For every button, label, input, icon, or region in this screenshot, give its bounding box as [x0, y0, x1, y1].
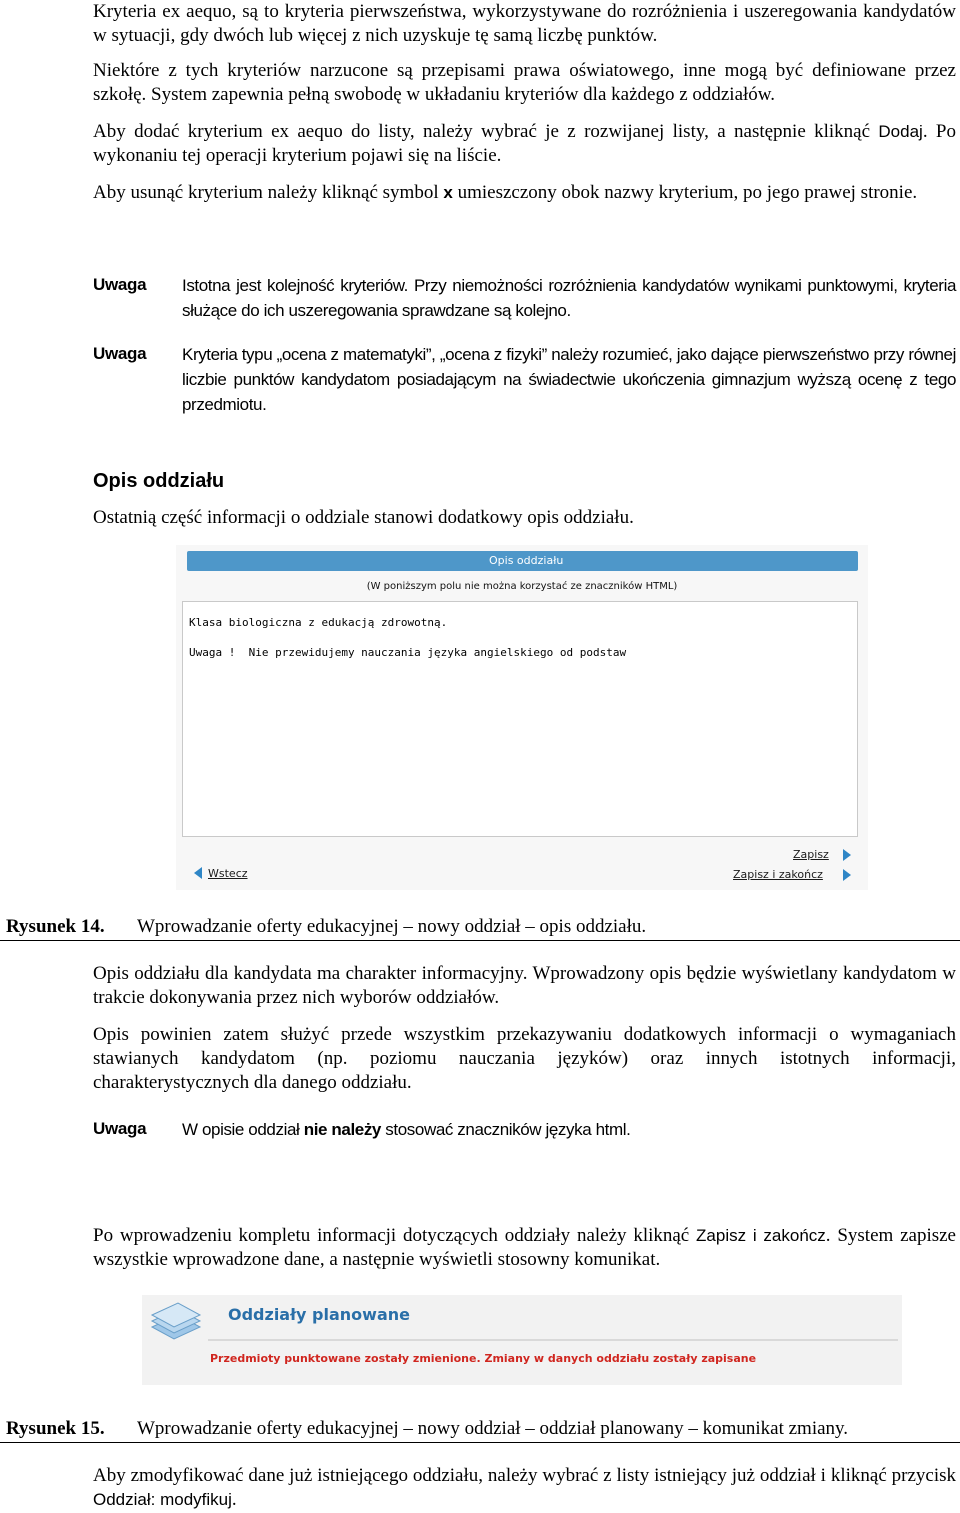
save-and-close-link[interactable]: Zapisz i zakończ: [733, 868, 823, 881]
success-message: Przedmioty punktowane zostały zmienione. Zmiany w danych oddziału zostały zapisane: [210, 1352, 757, 1365]
panel-title-bar: [187, 551, 858, 571]
paragraph-modify-existing: [93, 1464, 956, 1512]
paragraph-description-info: Opis oddziału dla kandydata ma charakter informacyjny. Wprowadzony opis będzie wyświetlany kandydatom w trakcie dokonywania przez nich wyborów oddziałów.: [93, 963, 956, 1008]
figure14-caption-text: Wprowadzanie oferty edukacyjnej – nowy oddział – opis oddziału.: [137, 916, 647, 937]
note-label-2: Uwaga: [93, 344, 147, 363]
modify-text: Aby zmodyfikować dane już istniejącego oddziału, należy wybrać z listy istniejący już oddział i kliknąć przycisk: [93, 1465, 956, 1486]
save-close-button-ref: Zapisz i zakończ: [696, 1226, 826, 1245]
textarea-line-1: Klasa biologiczna z edukacją zdrowotną.: [189, 616, 448, 629]
textarea-line-2: Uwaga ! Nie przewidujemy nauczania języka angielskiego od podstaw: [189, 646, 627, 659]
save-arrow-icon[interactable]: [843, 849, 851, 861]
save-and-close-arrow-icon[interactable]: [843, 869, 851, 881]
figure15-caption-text: Wprowadzanie oferty edukacyjnej – nowy oddział – oddział planowany – komunikat zmiany.: [137, 1418, 849, 1439]
add-criterion-text: Aby dodać kryterium ex aequo do listy, należy wybrać je z rozwijanej listy, a następnie kliknąć: [93, 121, 879, 142]
paragraph-criteria-source: Niektóre z tych kryteriów narzucone są przepisami prawa oświatowego, inne mogą być definiowane przez szkołę. System zapewnia pełną swobodę w układaniu kryteriów dla każdego z oddziałów.: [93, 60, 956, 105]
dodaj-button-ref: Dodaj: [878, 122, 923, 141]
note-label-1: Uwaga: [93, 275, 147, 294]
html-hint: (W poniższym polu nie można korzystać ze znaczników HTML): [366, 581, 678, 592]
caption-divider: [0, 940, 960, 941]
add-criterion-text-end: . Po wykonaniu tej operacji kryterium pojawi się na liście.: [93, 121, 956, 166]
remove-symbol: x: [443, 183, 453, 202]
save-close-text: Po wprowadzeniu kompletu informacji dotyczących oddziały należy kliknąć: [93, 1225, 697, 1246]
note-label-3: Uwaga: [93, 1119, 147, 1138]
stacked-pages-icon: [148, 1299, 204, 1349]
save-close-text-end: . System zapisze wszystkie wprowadzone dane, a następnie wyświetli stosowny komunikat.: [93, 1225, 956, 1270]
section-heading: Opis oddziału: [93, 470, 225, 492]
remove-criterion-text-end: umieszczony obok nazwy kryterium, po jego prawej stronie.: [452, 182, 918, 203]
note-text-html: [182, 1117, 956, 1142]
paragraph-add-criterion: [93, 120, 956, 168]
note-text-order: Istotna jest kolejność kryteriów. Przy niemożności rozróżnienia kandydatów wynikami punktowymi, kryteria służące do ich uszeregowania sprawdzane są kolejno.: [182, 276, 956, 320]
modify-text-end: .: [231, 1489, 237, 1510]
note-text-grades: Kryteria typu „ocena z matematyki”, „ocena z fizyki” należy rozumieć, jako dające pierwszeństwo przy równej liczbie punktów kandydatom posiadającym na świadectwie ukończenia gimnazjum wyższą ocenę z tego przedmiotu.: [182, 345, 956, 414]
note-html-bold: nie należy: [303, 1120, 381, 1139]
caption-divider-2: [0, 1442, 960, 1443]
section-lead: Ostatnią część informacji o oddziale stanowi dodatkowy opis oddziału.: [93, 507, 634, 528]
paragraph-ex-aequo-definition: Kryteria ex aequo, są to kryteria pierwszeństwa, wykorzystywane do rozróżnienia i uszeregowania kandydatów w sytuacji, gdy dwóch lub więcej z nich uzyskuje tę samą liczbę punktów.: [93, 1, 956, 46]
paragraph-save-and-close: [93, 1224, 956, 1272]
remove-criterion-text: Aby usunąć kryterium należy kliknąć symbol: [93, 182, 444, 203]
note-html-text-end: stosować znaczników języka html.: [380, 1120, 631, 1139]
panel-title: Opis oddziału: [489, 554, 564, 567]
oddzialy-planowane-title: Oddziały planowane: [228, 1305, 410, 1324]
figure15-caption-label: Rysunek 15.: [6, 1418, 105, 1439]
save-link[interactable]: Zapisz: [793, 848, 829, 861]
title-underline: [208, 1339, 898, 1341]
back-link[interactable]: Wstecz: [208, 867, 248, 880]
description-textarea[interactable]: [182, 601, 858, 837]
figure-change-message: [142, 1295, 902, 1385]
figure-description-editor: [176, 545, 868, 890]
note-html-text: W opisie oddział: [182, 1120, 304, 1139]
back-arrow-icon[interactable]: [194, 867, 202, 879]
paragraph-description-purpose: Opis powinien zatem służyć przede wszystkim przekazywaniu dodatkowych informacji o wymaganiach stawianych kandydatom (np. poziomu nauczania języków) oraz innych istotnych informacji, charakterystycznych dla danego oddziału.: [93, 1024, 956, 1093]
modify-button-ref: Oddział: modyfikuj: [93, 1490, 232, 1509]
figure14-caption-label: Rysunek 14.: [6, 916, 105, 937]
paragraph-remove-criterion: [93, 181, 956, 205]
